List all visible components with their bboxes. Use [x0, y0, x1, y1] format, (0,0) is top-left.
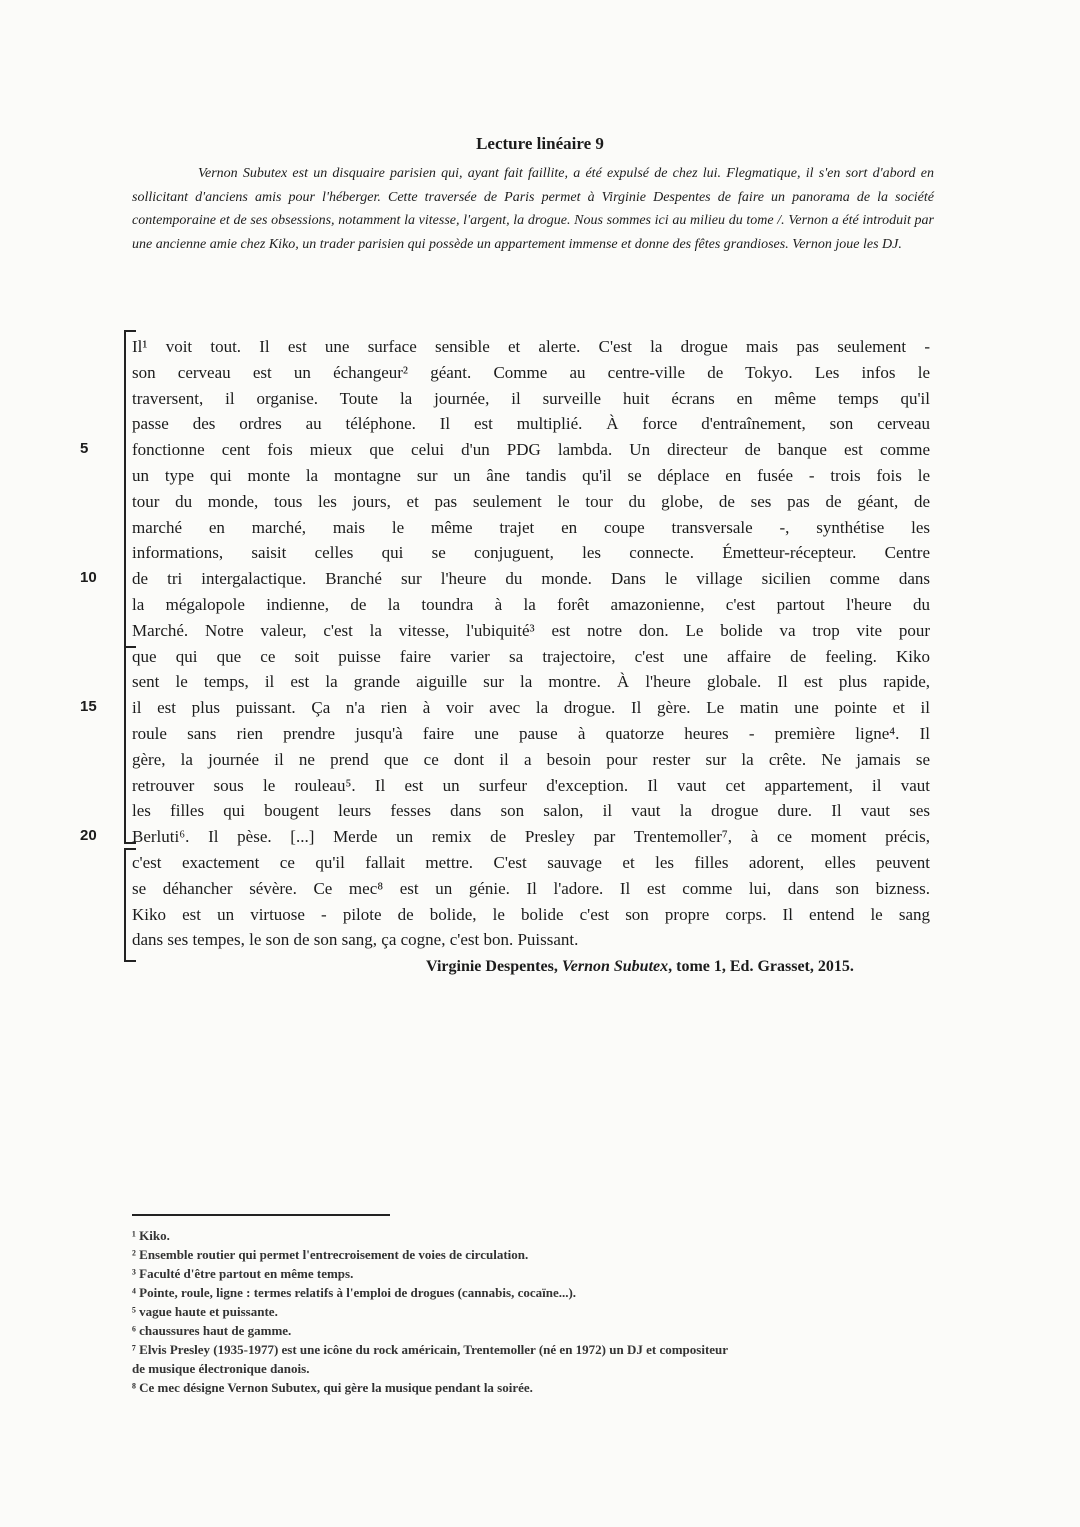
line-number: 5: [80, 440, 89, 457]
text-line: dans ses tempes, le son de son sang, ça cogne, c'est bon. Puissant.: [132, 930, 579, 950]
text-line: Berluti⁶. Il pèse. [...] Merde un remix de Presley par Trentemoller⁷, à ce moment précis,: [132, 827, 930, 847]
page-title: Lecture linéaire 9: [476, 134, 604, 153]
text-line: fonctionne cent fois mieux que celui d'un PDG lambda. Un directeur de banque est comme: [132, 440, 930, 460]
line-number: 20: [80, 827, 97, 844]
source-work: Vernon Subutex: [561, 958, 669, 975]
text-line: il est plus puissant. Ça n'a rien à voir avec la drogue. Il gère. Le matin une pointe et il: [132, 698, 930, 718]
source-details: , tome 1, Ed. Grasset, 2015.: [668, 958, 854, 975]
footnote: ¹ Kiko.: [132, 1228, 170, 1243]
intro-paragraph: [132, 162, 934, 256]
text-line: la mégalopole indienne, de la toundra à la forêt amazonienne, c'est partout l'heure du: [132, 594, 930, 614]
footnote: ⁸ Ce mec désigne Vernon Subutex, qui gère la musique pendant la soirée.: [132, 1380, 533, 1395]
text-line: les filles qui bougent leurs fesses dans son salon, il vaut la drogue dure. Il vaut ses: [132, 801, 930, 821]
text-line: son cerveau est un échangeur² géant. Comme au centre-ville de Tokyo. Les infos le: [132, 362, 930, 382]
text-line: traversent, il organise. Toute la journée, il surveille huit écrans en même temps qu'il: [132, 388, 930, 408]
text-line: tour du monde, tous les jours, et pas seulement le tour du globe, de ses pas de géant, de: [132, 491, 930, 511]
text-line: marché en marché, mais le même trajet en coupe transversale -, synthétise les: [132, 517, 930, 537]
text-line: gère, la journée il ne prend que ce dont il a besoin pour rester sur la crête. Ne jamais se: [132, 749, 930, 769]
source-author: Virginie Despentes,: [426, 958, 558, 975]
footnote: ⁶ chaussures haut de gamme.: [132, 1323, 292, 1338]
text-line: sent le temps, il est la grande aiguille sur la montre. À l'heure globale. Il est plus rapide,: [132, 672, 930, 692]
text-line: informations, saisit celles qui se conjuguent, les connecte. Émetteur-récepteur. Centre: [132, 543, 930, 563]
text-line: roule sans rien prendre jusqu'à faire une pause à quatorze heures - première ligne⁴. Il: [132, 723, 930, 743]
text-line: de tri intergalactique. Branché sur l'heure du monde. Dans le village sicilien comme dans: [132, 569, 930, 589]
text-line: se déhancher sévère. Ce mec⁸ est un génie. Il l'adore. Il est comme lui, dans son bizness.: [132, 878, 930, 898]
footnote: ⁴ Pointe, roule, ligne : termes relatifs à l'emploi de drogues (cannabis, cocaïne...).: [132, 1285, 577, 1300]
text-line: retrouver sous le rouleau⁵. Il est un surfeur d'exception. Il vaut cet appartement, il vaut: [132, 775, 930, 795]
footnote: ⁵ vague haute et puissante.: [132, 1304, 278, 1319]
excerpt-text: [132, 334, 930, 953]
line-number: 15: [80, 698, 97, 715]
footnote: de musique électronique danois.: [132, 1361, 310, 1376]
intro-text: Vernon Subutex est un disquaire parisien qui, ayant fait faillite, a été expulsé de chez lui. Flegmatique, il s'en sort d'abord en sollicitant d'anciens amis pour l'héberger. Cette traversée de Paris permet à Virginie Despentes de faire un panorama de la société contemporaine et de ses obsessions, notamment la vitesse, l'argent, la drogue. Nous sommes ici au milieu du tome /. Vernon a été introduit par une ancienne amie chez Kiko, un trader parisien qui possède un appartement immense et donne des fêtes grandioses. Vernon joue les DJ.: [132, 166, 934, 252]
text-line: passe des ordres au téléphone. Il est multiplié. À force d'entraînement, son cerveau: [132, 414, 930, 434]
text-line: Kiko est un virtuose - pilote de bolide, le bolide c'est son propre corps. Il entend le sang: [132, 904, 930, 924]
footnotes: [132, 1226, 952, 1397]
text-line: Il¹ voit tout. Il est une surface sensible et alerte. C'est la drogue mais pas seulement -: [132, 337, 930, 356]
source-citation: [426, 958, 854, 976]
text-line: c'est exactement ce qu'il fallait mettre. C'est sauvage et les filles adorent, elles peuvent: [132, 852, 930, 872]
line-number: 10: [80, 569, 97, 586]
footnote: ⁷ Elvis Presley (1935-1977) est une icône du rock américain, Trentemoller (né en 1972) un DJ et compositeur: [132, 1342, 729, 1357]
text-line: un type qui monte la montagne sur un âne tandis qu'il se déplace en fusée - trois fois le: [132, 465, 930, 485]
footnote-separator: [132, 1214, 390, 1216]
text-line: Marché. Notre valeur, c'est la vitesse, l'ubiquité³ est notre don. Le bolide va trop vite pour: [132, 620, 930, 640]
footnote: ³ Faculté d'être partout en même temps.: [132, 1266, 354, 1281]
text-line: que qui que ce soit puisse faire varier sa trajectoire, c'est une affaire de feeling. Kiko: [132, 646, 930, 666]
footnote: ² Ensemble routier qui permet l'entrecroisement de voies de circulation.: [132, 1247, 529, 1262]
